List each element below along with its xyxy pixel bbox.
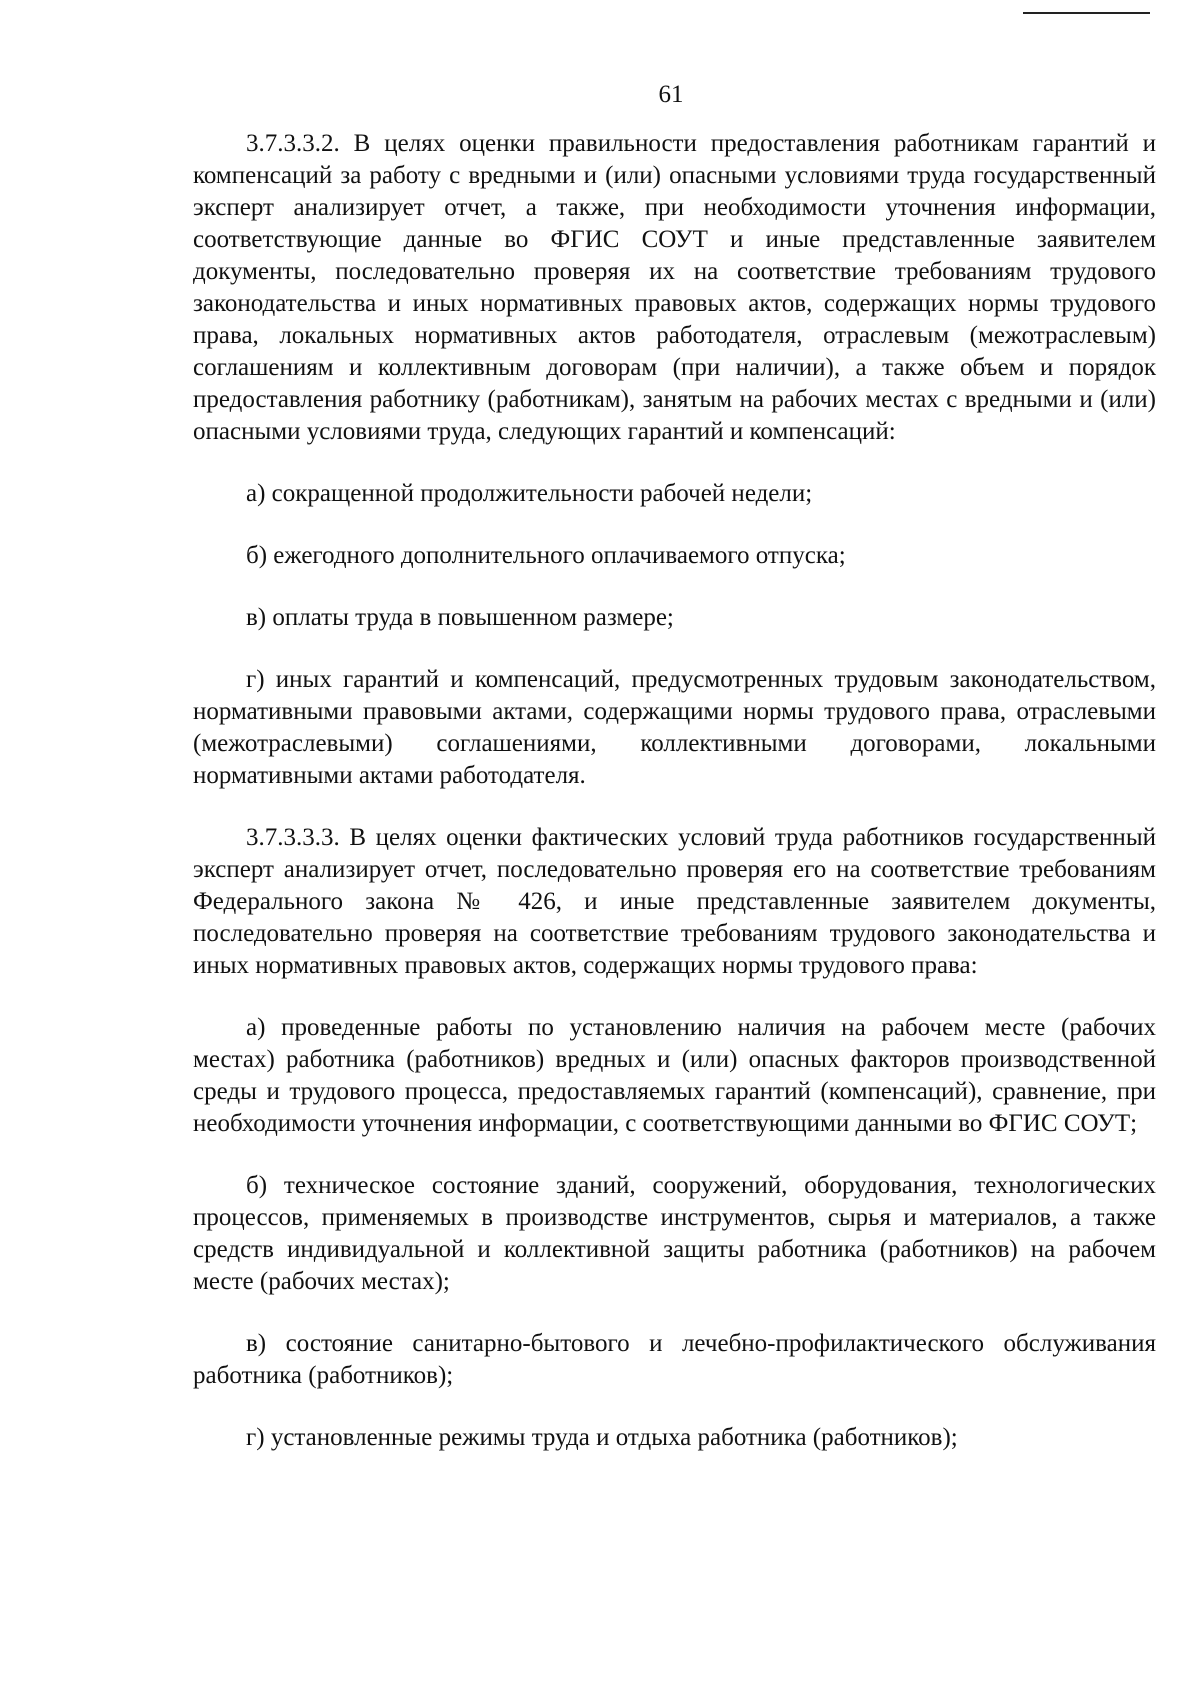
- page-number: 61: [658, 81, 684, 108]
- list-item-v: в) оплаты труда в повышенном размере;: [246, 604, 674, 631]
- list-item-a: а) сокращенной продолжительности рабочей недели;: [246, 480, 813, 507]
- paragraph-3-7-3-3-3: 3.7.3.3.3. В целях оценки фактических условий труда работников государственный эксперт анализирует отчет, последовательно проверяя его на соответствие требованиям Федерального закона № 426, и иные представленные заявителем документы, последовательно проверяя на соответствие требованиям трудового законодательства и иных нормативных правовых актов, содержащих нормы трудового права:: [193, 824, 1156, 979]
- list-item-b-2: б) техническое состояние зданий, сооружений, оборудования, технологических процессов, применяемых в производстве инструментов, сырья и материалов, а также средств индивидуальной и коллективной защиты работника (работников) на рабочем месте (рабочих местах);: [193, 1172, 1156, 1295]
- list-item-g: г) иных гарантий и компенсаций, предусмотренных трудовым законодательством, нормативными правовыми актами, содержащими нормы трудового права, отраслевыми (межотраслевыми) соглашениями, коллективными договорами, локальными нормативными актами работодателя.: [193, 666, 1156, 789]
- document-body: [193, 128, 1156, 1484]
- list-item-v-2: в) состояние санитарно-бытового и лечебно-профилактического обслуживания работника (работников);: [193, 1330, 1156, 1389]
- list-item-a-2: а) проведенные работы по установлению наличия на рабочем месте (рабочих местах) работника (работников) вредных и (или) опасных факторов производственной среды и трудового процесса, предоставляемых гарантий (компенсаций), сравнение, при необходимости уточнения информации, с соответствующими данными во ФГИС СОУТ;: [193, 1014, 1156, 1137]
- top-right-rule: [1023, 12, 1150, 14]
- list-item-b: б) ежегодного дополнительного оплачиваемого отпуска;: [246, 542, 846, 569]
- paragraph-3-7-3-3-2: 3.7.3.3.2. В целях оценки правильности предоставления работникам гарантий и компенсаций за работу с вредными и (или) опасными условиями труда государственный эксперт анализирует отчет, а также, при необходимости уточнения информации, соответствующие данные во ФГИС СОУТ и иные представленные заявителем документы, последовательно проверяя их на соответствие требованиям трудового законодательства и иных нормативных правовых актов, содержащих нормы трудового права, локальных нормативных актов работодателя, отраслевым (межотраслевым) соглашениям и коллективным договорам (при наличии), а также объем и порядок предоставления работнику (работникам), занятым на рабочих местах с вредными и (или) опасными условиями труда, следующих гарантий и компенсаций:: [193, 130, 1156, 445]
- list-item-g-2: г) установленные режимы труда и отдыха работника (работников);: [246, 1424, 958, 1451]
